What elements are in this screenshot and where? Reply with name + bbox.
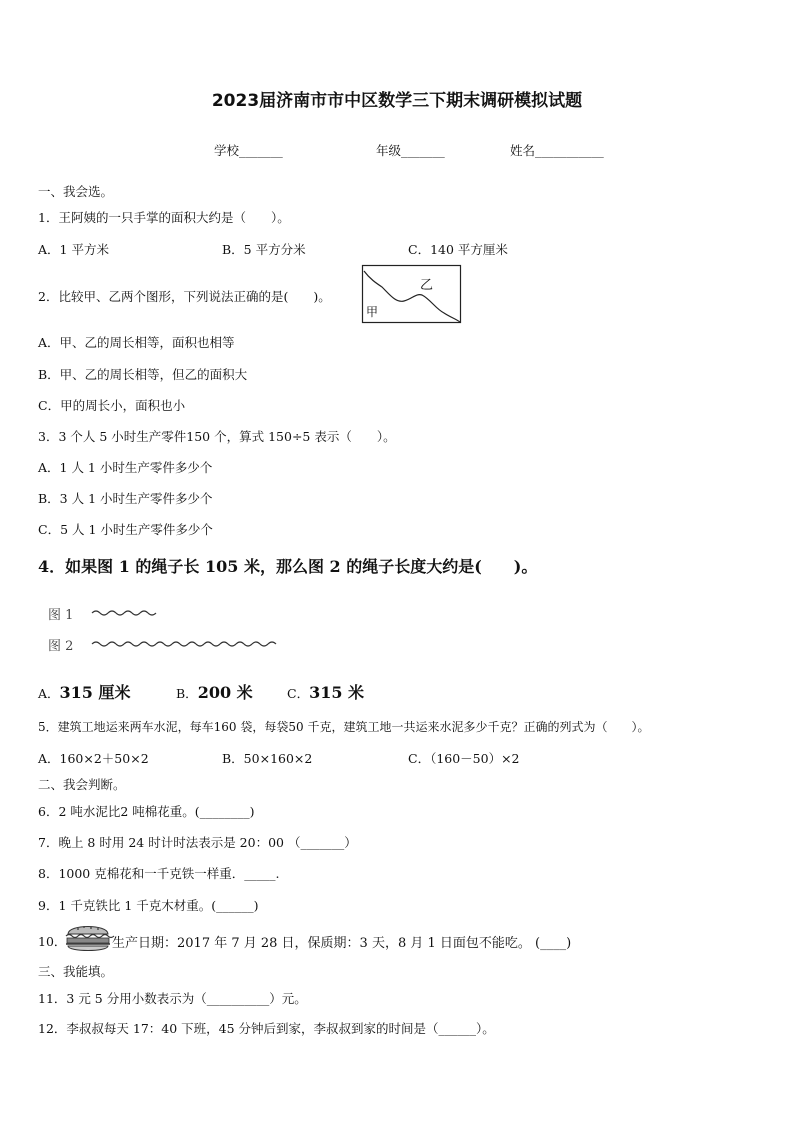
option-b-letter: B． [176, 686, 198, 701]
school-field: 学校_______ [214, 143, 283, 158]
question-10-number: 10． [38, 934, 67, 949]
question-2-option-c: C．甲的周长小，面积也小 [38, 398, 186, 413]
question-3-option-c: C．5 人 1 小时生产零件多少个 [38, 522, 213, 537]
figure-label-jia: 甲 [366, 305, 379, 319]
name-field: 姓名___________ [510, 143, 604, 158]
rope-2 [92, 638, 282, 650]
section-heading-2: 二、我会判断。 [38, 777, 126, 792]
question-11: 11．3 元 5 分用小数表示为（__________）元。 [38, 991, 307, 1006]
question-1-option-b: B．5 平方分米 [222, 242, 306, 257]
question-3-option-b: B．3 人 1 小时生产零件多少个 [38, 491, 213, 506]
question-4-option-a [38, 680, 131, 703]
section-heading-1: 一、我会选。 [38, 184, 114, 199]
section-heading-3: 三、我能填。 [38, 964, 114, 979]
option-b-text: 200 米 [197, 683, 253, 702]
option-a-letter: A． [38, 686, 60, 701]
question-2-stem: 2．比较甲、乙两个图形，下列说法正确的是( )。 [38, 289, 331, 304]
question-7: 7．晚上 8 时用 24 时计时法表示是 20：00 （_______） [38, 835, 357, 850]
page-title: 2023届济南市市中区数学三下期末调研模拟试题 [211, 91, 583, 111]
question-9: 9．1 千克铁比 1 千克木材重。(______) [38, 898, 259, 913]
question-4-option-c [287, 680, 364, 703]
figure-label-yi: 乙 [420, 278, 434, 293]
figure-label-1: 图 1 [48, 608, 74, 623]
burger-icon [64, 920, 112, 954]
question-5-option-b: B．50×160×2 [222, 751, 313, 766]
question-4-stem: 4．如果图 1 的绳子长 105 米，那么图 2 的绳子长度大约是( )。 [38, 557, 538, 576]
grade-field: 年级_______ [376, 143, 445, 158]
question-5-option-c: C．（160－50）×2 [408, 751, 520, 766]
question-5-option-a: A．160×2＋50×2 [38, 751, 149, 766]
question-2-option-b: B．甲、乙的周长相等，但乙的面积大 [38, 367, 248, 382]
question-4-option-b [176, 680, 253, 703]
question-12: 12．李叔叔每天 17：40 下班，45 分钟后到家，李叔叔到家的时间是（______）。 [38, 1021, 495, 1036]
question-1-option-c: C．140 平方厘米 [408, 242, 508, 257]
question-5-stem: 5．建筑工地运来两车水泥，每车160 袋，每袋50 千克，建筑工地一共运来水泥多少千克？正确的列式为（ ）。 [38, 720, 650, 734]
option-c-letter: C． [287, 686, 310, 701]
option-a-text: 315 厘米 [59, 683, 131, 702]
figure-label-2: 图 2 [48, 639, 74, 654]
question-3-option-a: A．1 人 1 小时生产零件多少个 [38, 460, 213, 475]
question-6: 6．2 吨水泥比2 吨棉花重。(________) [38, 804, 255, 819]
question-1-stem: 1．王阿姨的一只手掌的面积大约是（ ）。 [38, 210, 290, 225]
option-c-text: 315 米 [309, 683, 365, 702]
question-2-option-a: A．甲、乙的周长相等，面积也相等 [38, 335, 235, 350]
rope-1 [92, 607, 160, 619]
question-8: 8．1000 克棉花和一千克铁一样重．_____. [38, 866, 280, 881]
question-1-option-a: A．1 平方米 [38, 242, 109, 257]
question-3-stem: 3．3 个人 5 小时生产零件150 个，算式 150÷5 表示（ ）。 [38, 429, 396, 444]
question-10-text: 生产日期：2017 年 7 月 28 日，保质期：3 天，8 月 1 日面包不能吃。 (____) [112, 936, 572, 951]
